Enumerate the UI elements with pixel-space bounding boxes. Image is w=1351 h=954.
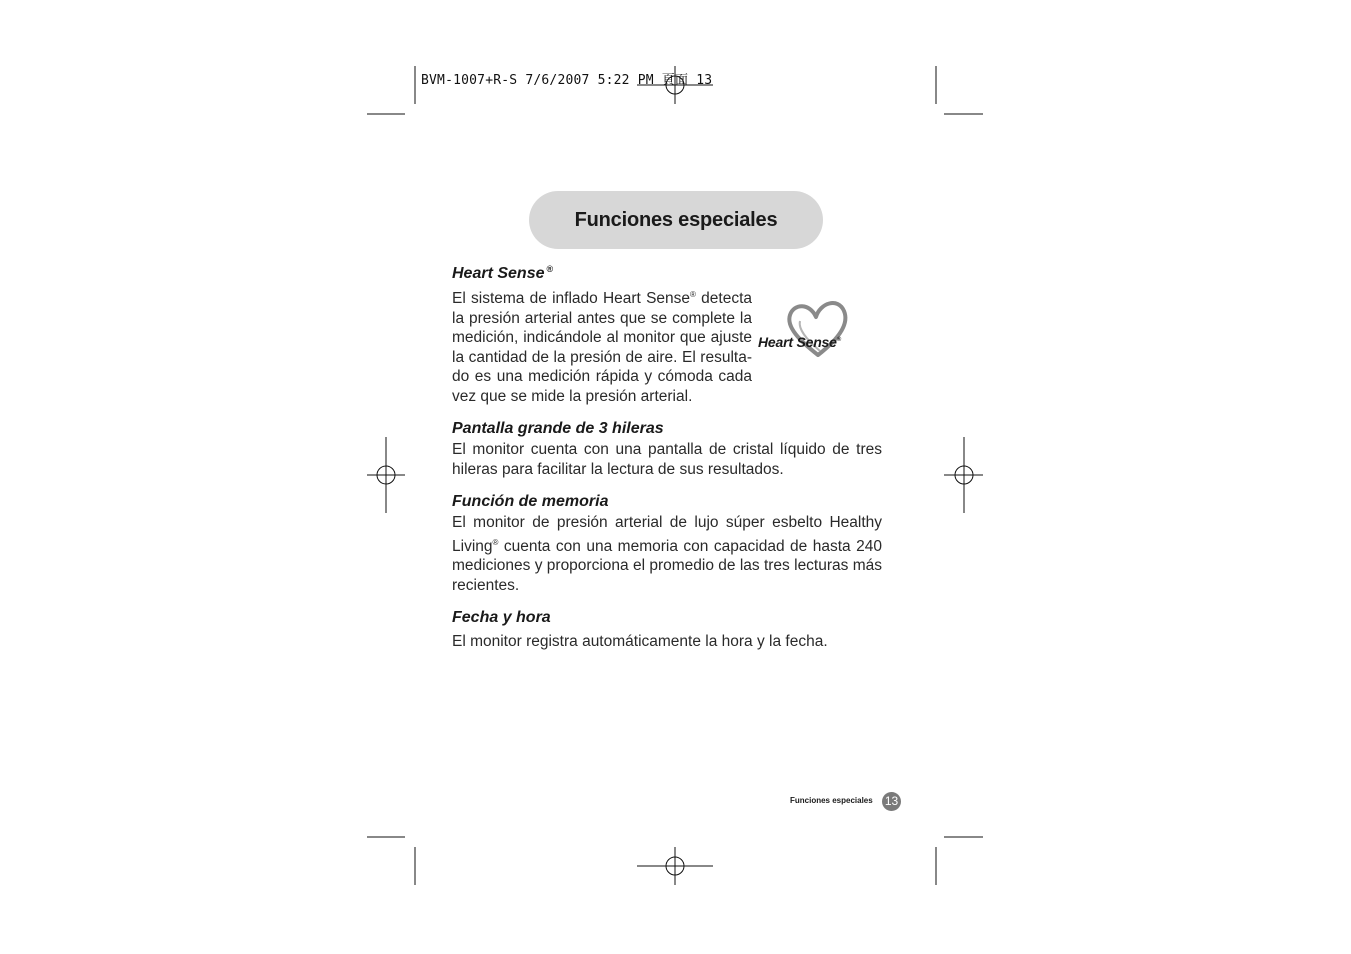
- section-memory: [452, 491, 882, 595]
- section-body: El monitor cuenta con una pantalla de cristal líquido de tres hileras para facilitar la lectura de sus resultados.: [452, 441, 882, 478]
- section-display: [452, 418, 882, 479]
- footer-section-label: Funciones especiales: [790, 796, 873, 805]
- section-heading: Heart Sense ®: [452, 264, 554, 282]
- heart-sense-logo: [756, 293, 888, 371]
- content-column: [452, 258, 882, 664]
- section-heading: Fecha y hora: [452, 609, 551, 627]
- section-heading: Pantalla grande de 3 hileras: [452, 420, 664, 438]
- section-heading: Función de memoria: [452, 493, 609, 511]
- print-slug: BVM-1007+R-S 7/6/2007 5:22 PM 頁面 13: [421, 73, 713, 88]
- page-number-badge: 13: [882, 792, 901, 811]
- section-title-pill: [529, 191, 823, 249]
- section-body: El sistema de inflado Heart Sense® detecta la presión arterial antes que se complete la medición, indicándole al monitor que ajuste la cantidad de la presión de aire. El resulta-do es una medición rápida y cómoda cada vez que se mide la presión arterial.: [452, 290, 752, 405]
- section-body: El monitor de presión arterial de lujo súper esbelto Healthy Living® cuenta con una memoria con capacidad de hasta 240 mediciones y proporciona el promedio de las tres lecturas más recientes.: [452, 514, 882, 594]
- page-title: Funciones especiales: [574, 208, 778, 231]
- section-date-time: [452, 607, 882, 652]
- section-heart-sense: [452, 258, 882, 406]
- section-body: El monitor registra automáticamente la hora y la fecha.: [452, 633, 828, 651]
- logo-wordmark: Heart Sense®: [758, 334, 841, 350]
